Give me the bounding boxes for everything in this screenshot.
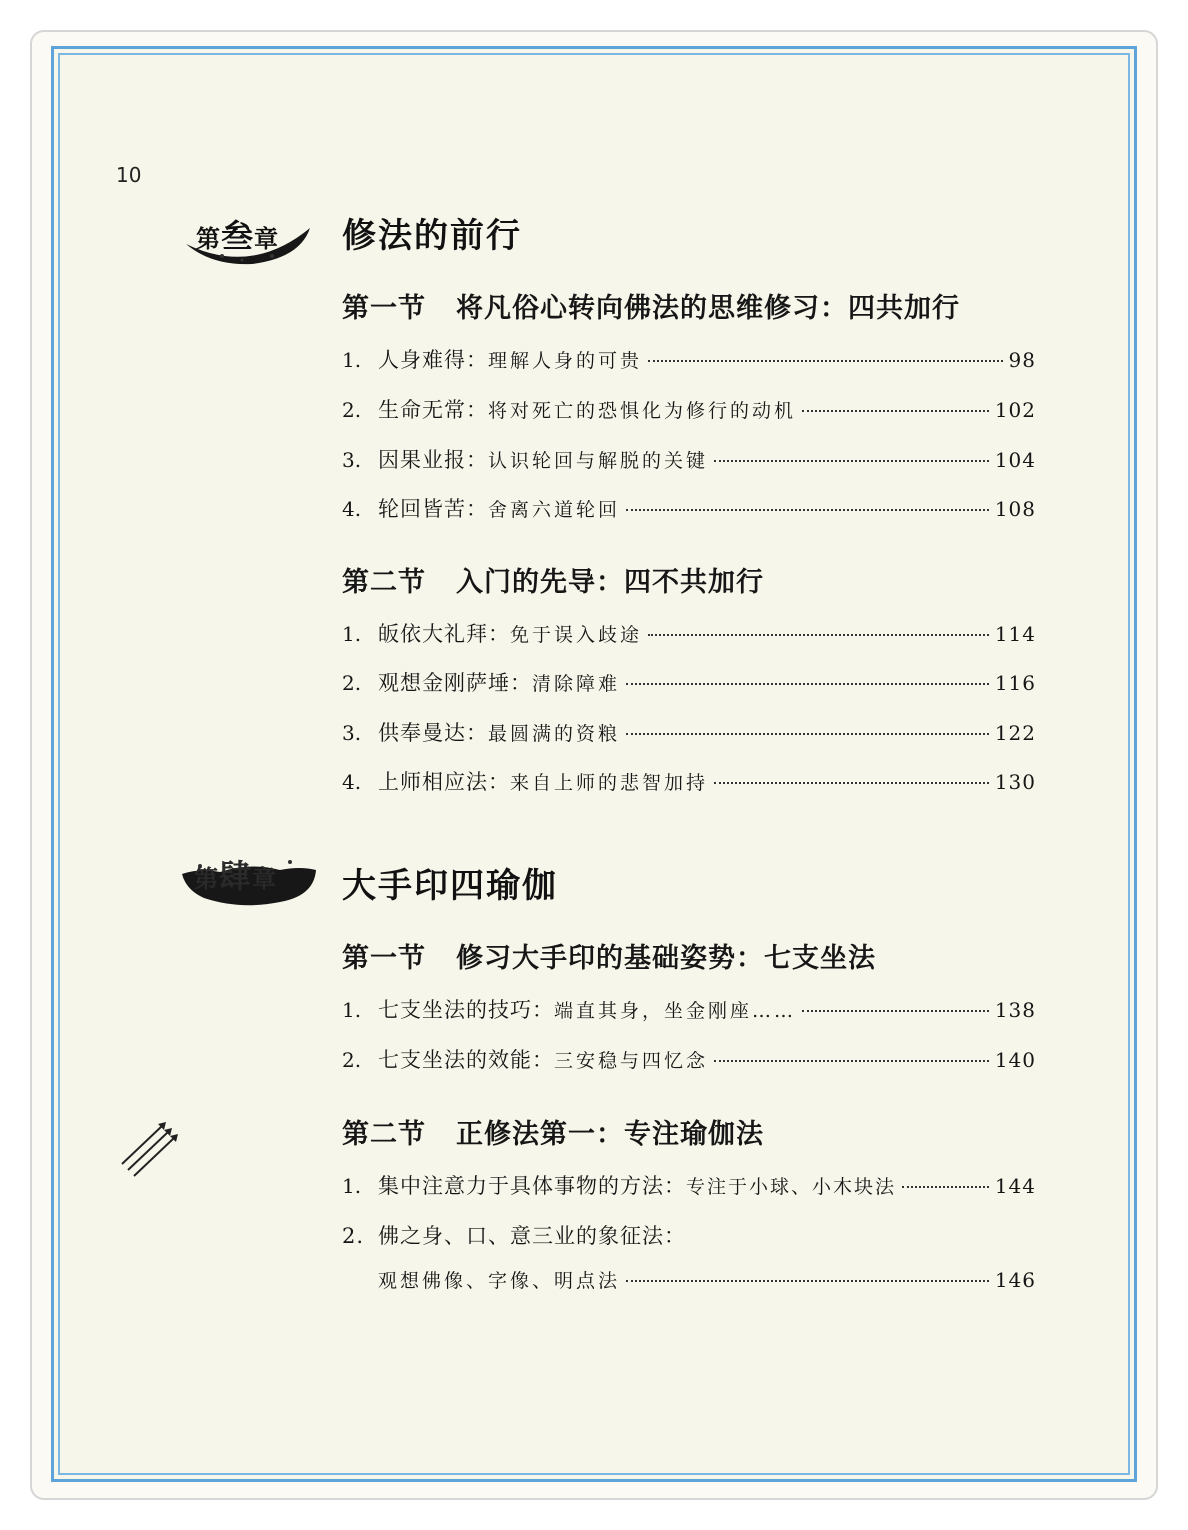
toc-entry[interactable]: 4. 轮回皆苦： 舍离六道轮回 108 <box>342 497 1036 521</box>
dot-leader <box>626 683 989 685</box>
chapter-badge <box>182 206 322 270</box>
section-title: 第二节 正修法第一：专注瑜伽法 <box>342 1119 764 1150</box>
toc-entry[interactable]: 2. 观想金刚萨埵： 清除障难 116 <box>342 671 1036 695</box>
section-title: 第二节 入门的先导：四不共加行 <box>342 567 764 598</box>
dot-leader <box>714 782 989 784</box>
chapter-badge <box>180 846 320 910</box>
dot-leader <box>714 1060 989 1062</box>
toc-entry[interactable]: 1. 七支坐法的技巧： 端直其身，坐金刚座…… 138 <box>342 998 1036 1022</box>
toc-entry[interactable]: 1. 集中注意力于具体事物的方法： 专注于小球、小木块法 144 <box>342 1174 1036 1198</box>
section-title: 第一节 将凡俗心转向佛法的思维修习：四共加行 <box>342 293 960 324</box>
triple-arrow-icon <box>118 1120 182 1184</box>
dot-leader <box>648 360 1003 362</box>
chapter-title: 大手印四瑜伽 <box>342 866 558 906</box>
toc-entry[interactable]: 3. 供奉曼达： 最圆满的资粮 122 <box>342 721 1036 745</box>
page-number: 10 <box>116 163 142 187</box>
toc-entry-heading[interactable]: 2. 佛之身、口、意三业的象征法： <box>342 1224 686 1248</box>
toc-entry[interactable]: 2. 七支坐法的效能： 三安稳与四忆念 140 <box>342 1048 1036 1072</box>
dot-leader <box>902 1186 989 1188</box>
chapter-badge-label: 第肆章 <box>194 857 278 895</box>
dot-leader <box>802 410 989 412</box>
toc-entry[interactable]: 1. 皈依大礼拜： 免于误入歧途 114 <box>342 622 1036 646</box>
chapter-badge-label: 第叁章 <box>196 217 280 255</box>
dot-leader <box>626 1280 989 1282</box>
toc-entry[interactable]: 4. 上师相应法： 来自上师的悲智加持 130 <box>342 770 1036 794</box>
dot-leader <box>714 460 989 462</box>
dot-leader <box>802 1010 989 1012</box>
toc-entry[interactable]: 3. 因果业报： 认识轮回与解脱的关键 104 <box>342 448 1036 472</box>
toc-entry[interactable]: 2. 生命无常： 将对死亡的恐惧化为修行的动机 102 <box>342 398 1036 422</box>
dot-leader <box>626 733 989 735</box>
dot-leader <box>648 634 989 636</box>
dot-leader <box>626 509 989 511</box>
toc-entry[interactable]: 观想佛像、字像、明点法 146 <box>378 1268 1036 1292</box>
chapter-title: 修法的前行 <box>342 216 522 256</box>
toc-entry[interactable]: 1. 人身难得： 理解人身的可贵 98 <box>342 348 1036 372</box>
section-title: 第一节 修习大手印的基础姿势：七支坐法 <box>342 943 876 974</box>
